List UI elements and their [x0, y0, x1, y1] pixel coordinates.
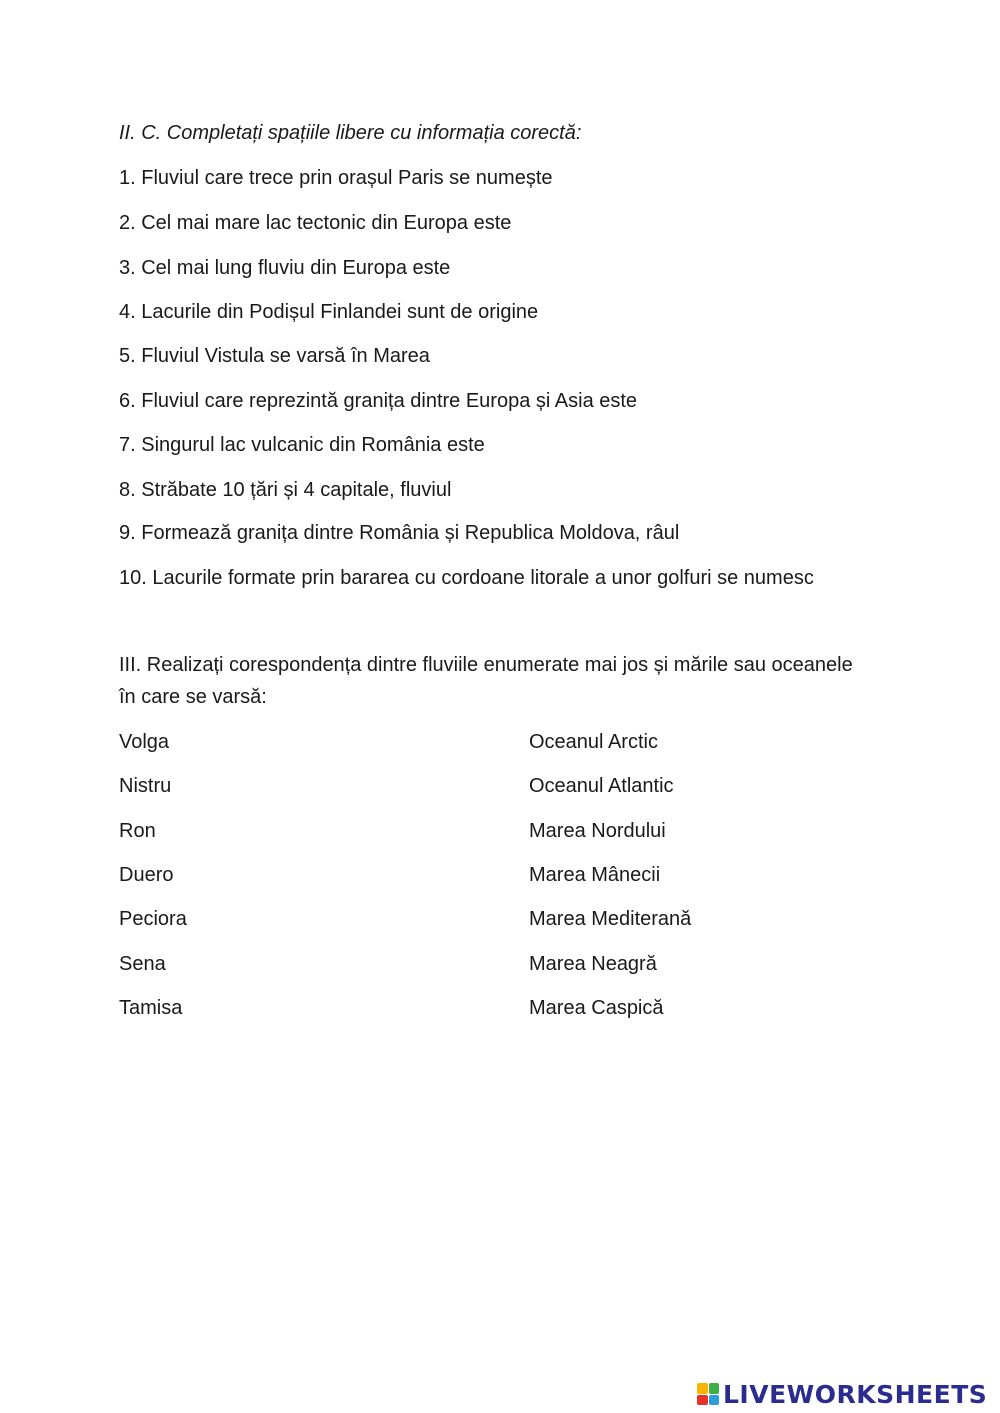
river-item: Sena	[119, 953, 166, 975]
sea-item: Oceanul Atlantic	[529, 775, 674, 797]
question-item: 4. Lacurile din Podișul Finlandei sunt de origine	[119, 301, 539, 323]
sea-item: Marea Neagră	[529, 953, 657, 975]
question-item: 2. Cel mai mare lac tectonic din Europa este	[119, 212, 512, 234]
question-item: 6. Fluviul care reprezintă granița dintre Europa și Asia este	[119, 390, 638, 412]
section-2-title: II. C. Completați spațiile libere cu informația corectă:	[119, 122, 582, 144]
liveworksheets-logo[interactable]	[697, 1380, 987, 1408]
river-item: Duero	[119, 864, 174, 886]
question-item: 7. Singurul lac vulcanic din România este	[119, 434, 485, 456]
sea-item: Marea Nordului	[529, 820, 666, 842]
sea-item: Marea Caspică	[529, 997, 664, 1019]
liveworksheets-logo-icon	[697, 1383, 719, 1405]
question-item: 8. Străbate 10 țări și 4 capitale, fluviul	[119, 479, 452, 501]
question-item: 1. Fluviul care trece prin orașul Paris se numește	[119, 167, 553, 189]
question-item: 10. Lacurile formate prin bararea cu cordoane litorale a unor golfuri se numesc	[119, 567, 814, 589]
river-item: Tamisa	[119, 997, 183, 1019]
section-3-title: III. Realizați corespondența dintre fluviile enumerate mai jos și mările sau oceanele în care se varsă:	[119, 654, 853, 708]
sea-item: Oceanul Arctic	[529, 731, 658, 753]
question-item: 9. Formează granița dintre România și Republica Moldova, râul	[119, 522, 680, 544]
river-item: Nistru	[119, 775, 172, 797]
brand-name: LIVEWORKSHEETS	[723, 1379, 988, 1409]
river-item: Volga	[119, 731, 170, 753]
question-item: 3. Cel mai lung fluviu din Europa este	[119, 257, 451, 279]
river-item: Ron	[119, 820, 156, 842]
sea-item: Marea Mediterană	[529, 908, 692, 930]
river-item: Peciora	[119, 908, 187, 930]
question-item: 5. Fluviul Vistula se varsă în Marea	[119, 345, 430, 367]
sea-item: Marea Mânecii	[529, 864, 661, 886]
